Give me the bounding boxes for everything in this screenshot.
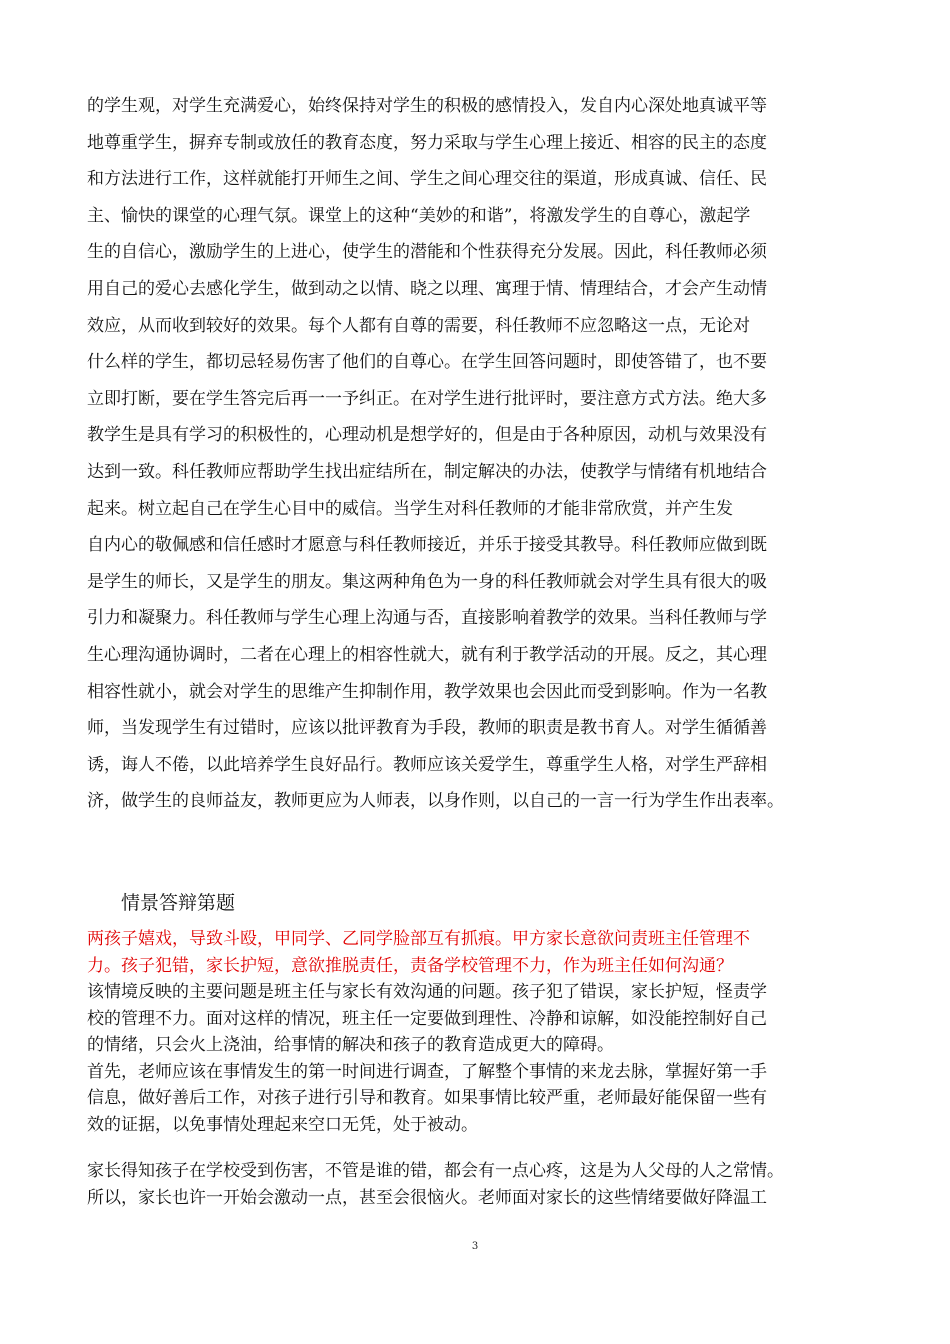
body-line: 引力和凝聚力。科任教师与学生心理上沟通与否，直接影响着教学的效果。当科任教师与学 <box>87 608 767 629</box>
body-paragraph <box>87 88 887 820</box>
body-line: 生的自信心，激励学生的上进心，使学生的潜能和个性获得充分发展。因此，科任教师必须 <box>87 242 767 263</box>
answer-line: 家长得知孩子在学校受到伤害，不管是谁的错，都会有一点心疼，这是为人父母的人之常情。 <box>87 1161 784 1181</box>
section-body <box>87 926 887 1211</box>
body-line: 立即打断，要在学生答完后再一一予纠正。在对学生进行批评时，要注意方式方法。绝大多 <box>87 388 767 409</box>
section-heading: 情景答辩第题 <box>121 892 236 914</box>
answer-line: 校的管理不力。面对这样的情况，班主任一定要做到理性、冷静和谅解，如没能控制好自己 <box>87 1008 767 1029</box>
paragraph-gap <box>87 1138 887 1158</box>
body-line: 什么样的学生，都切忌轻易伤害了他们的自尊心。在学生回答问题时，即使答错了，也不要 <box>87 352 767 373</box>
body-line: 起来。树立起自己在学生心目中的威信。当学生对科任教师的才能非常欣赏，并产生发 <box>87 498 733 519</box>
answer-line: 所以，家长也许一开始会激动一点，甚至会很恼火。老师面对家长的这些情绪要做好降温工 <box>87 1187 767 1208</box>
body-line: 地尊重学生，摒弃专制或放任的教育态度，努力采取与学生心理上接近、相容的民主的态度 <box>87 132 767 153</box>
body-line: 是学生的师长，又是学生的朋友。集这两种角色为一身的科任教师就会对学生具有很大的吸 <box>87 571 767 592</box>
body-line: 师，当发现学生有过错时，应该以批评教育为手段，教师的职责是教书育人。对学生循循善 <box>87 718 767 739</box>
question-line: 两孩子嬉戏，导致斗殴，甲同学、乙同学脸部互有抓痕。甲方家长意欲问责班主任管理不 <box>87 929 750 949</box>
body-line: 和方法进行工作，这样就能打开师生之间、学生之间心理交往的渠道，形成真诚、信任、民 <box>87 169 767 190</box>
page-number: 3 <box>471 1241 479 1252</box>
body-line: 济，做学生的良师益友，教师更应为人师表，以身作则，以自己的一言一行为学生作出表率。 <box>87 791 784 812</box>
question-line: 力。孩子犯错，家长护短，意欲推脱责任，责备学校管理不力，作为班主任如何沟通？ <box>87 955 733 976</box>
body-line: 教学生是具有学习的积极性的，心理动机是想学好的，但是由于各种原因，动机与效果没有 <box>87 425 767 446</box>
body-line: 生心理沟通协调时，二者在心理上的相容性就大，就有利于教学活动的开展。反之，其心理 <box>87 644 767 665</box>
body-line: 用自己的爱心去感化学生，做到动之以情、晓之以理、寓理于情、情理结合，才会产生动情 <box>87 278 767 299</box>
body-line: 相容性就小，就会对学生的思维产生抑制作用，教学效果也会因此而受到影响。作为一名教 <box>87 681 767 702</box>
answer-line: 该情境反映的主要问题是班主任与家长有效沟通的问题。孩子犯了错误，家长护短，怪责学 <box>87 982 767 1002</box>
body-line: 主、愉快的课堂的心理气氛。课堂上的这种“美妙的和谐”，将激发学生的自尊心，激起学 <box>87 205 751 226</box>
body-line: 自内心的敬佩感和信任感时才愿意与科任教师接近，并乐于接受其教导。科任教师应做到既 <box>87 535 767 556</box>
answer-line: 效的证据，以免事情处理起来空口无凭，处于被动。 <box>87 1114 478 1135</box>
answer-line: 信息，做好善后工作，对孩子进行引导和教育。如果事情比较严重，老师最好能保留一些有 <box>87 1088 767 1108</box>
body-line: 的学生观，对学生充满爱心，始终保持对学生的积极的感情投入，发自内心深处地真诚平等 <box>87 96 767 116</box>
body-line: 效应，从而收到较好的效果。每个人都有自尊的需要，科任教师不应忽略这一点，无论对 <box>87 315 750 336</box>
answer-line: 首先，老师应该在事情发生的第一时间进行调查，了解整个事情的来龙去脉，掌握好第一手 <box>87 1061 767 1082</box>
body-line: 诱，诲人不倦，以此培养学生良好品行。教师应该关爱学生，尊重学生人格，对学生严辞相 <box>87 754 767 775</box>
answer-line: 的情绪，只会火上浇油，给事情的解决和孩子的教育造成更大的障碍。 <box>87 1035 614 1055</box>
body-line: 达到一致。科任教师应帮助学生找出症结所在，制定解决的办法，使教学与情绪有机地结合 <box>87 461 767 482</box>
